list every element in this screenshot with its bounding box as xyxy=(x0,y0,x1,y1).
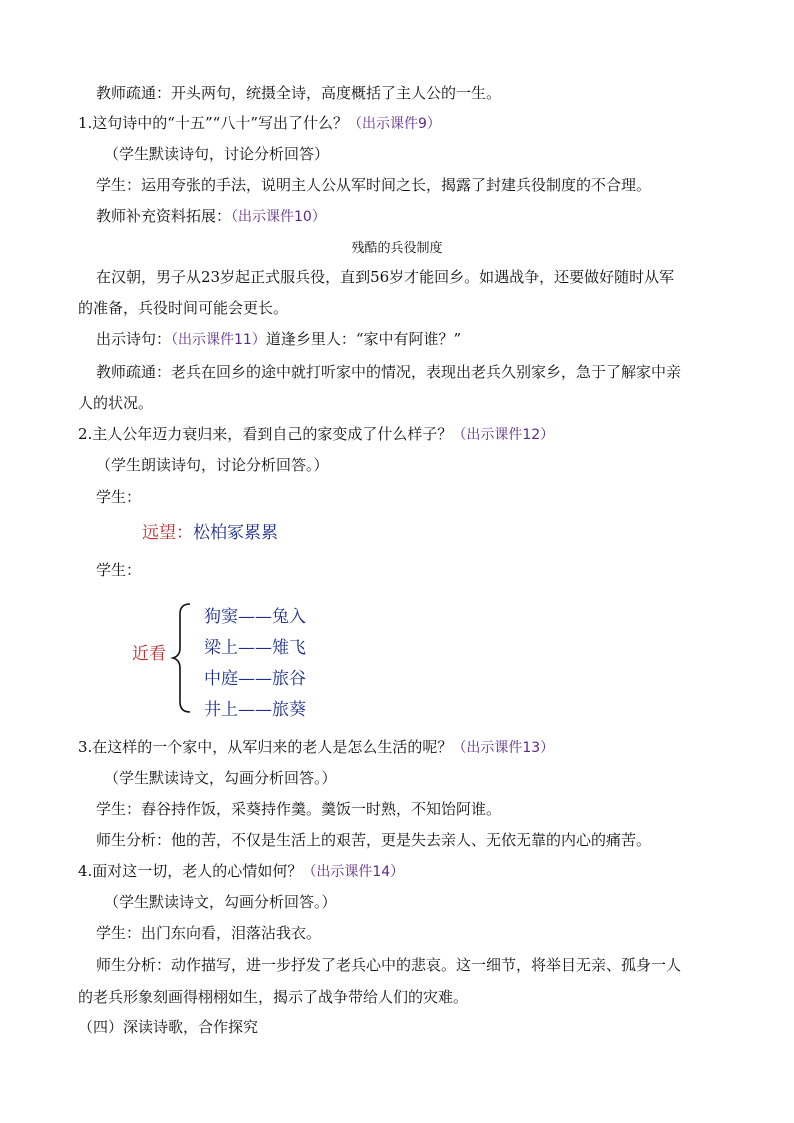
teacher-explain-1: 教师疏通：开头两句，统摄全诗，高度概括了主人公的一生。 xyxy=(96,84,502,102)
poem-quote: 道逢乡里人：“家中有阿谁？” xyxy=(265,330,462,348)
box-title: 残酷的兵役制度 xyxy=(351,241,443,256)
far-view xyxy=(142,521,278,545)
question-2 xyxy=(78,423,554,446)
courseware-ref-12: （出示课件12） xyxy=(452,427,555,443)
far-view-label: 远望： xyxy=(142,523,193,543)
box-paragraph-line-2: 的准备，兵役时间可能会更长。 xyxy=(78,299,289,317)
teacher-supplement-text: 教师补充资料拓展： xyxy=(96,207,232,225)
student-label-2: 学生： xyxy=(96,561,142,579)
question-1-text: 1.这句诗中的“十五”“八十”写出了什么？ xyxy=(78,114,348,132)
student-instruction-3: （学生默读诗文，勾画分析回答。） xyxy=(104,769,337,787)
student-answer-1: 学生：运用夸张的手法，说明主人公从军时间之长，揭露了封建兵役制度的不合理。 xyxy=(96,176,652,194)
question-4 xyxy=(78,860,404,883)
question-1 xyxy=(78,112,441,135)
section-heading-4: （四）深读诗歌，合作探究 xyxy=(78,1018,259,1036)
near-view-list xyxy=(204,602,306,726)
analysis-2-line-2: 的老兵形象刻画得栩栩如生，揭示了战争带给人们的灾难。 xyxy=(78,988,469,1006)
near-view-label: 近看 xyxy=(132,644,166,664)
courseware-ref-9: （出示课件9） xyxy=(348,116,441,132)
student-instruction-4: （学生默读诗文，勾画分析回答。） xyxy=(104,893,337,911)
courseware-ref-10: （出示课件10） xyxy=(231,209,326,225)
box-paragraph-line-1: 在汉朝，男子从23岁起正式服兵役，直到56岁才能回乡。如遇战争，还要做好随时从军 xyxy=(96,268,675,286)
far-view-text: 松柏冢累累 xyxy=(193,523,278,543)
near-view-item: 梁上——雉飞 xyxy=(204,638,306,658)
teacher-explain-2-line-2: 人的状况。 xyxy=(78,394,154,412)
teacher-explain-2-line-1: 教师疏通：老兵在回乡的途中就打听家中的情况，表现出老兵久别家乡，急于了解家中亲 xyxy=(96,363,682,381)
student-answer-4: 学生：出门东向看，泪落沾我衣。 xyxy=(96,924,322,942)
curly-brace-icon xyxy=(170,602,192,714)
show-poem-line xyxy=(96,328,461,351)
student-instruction-2: （学生朗读诗句，讨论分析回答。） xyxy=(96,456,329,474)
near-view-item: 中庭——旅谷 xyxy=(204,669,306,689)
courseware-ref-14: （出示课件14） xyxy=(302,864,405,880)
analysis-2-line-1: 师生分析：动作描写，进一步抒发了老兵心中的悲哀。这一细节，将举目无亲、孤身一人 xyxy=(96,956,682,974)
near-view-item: 井上——旅葵 xyxy=(204,700,306,720)
show-poem-label: 出示诗句： xyxy=(96,330,172,348)
courseware-ref-11: （出示课件11） xyxy=(171,332,266,348)
student-label-1: 学生： xyxy=(96,488,142,506)
analysis-1: 师生分析：他的苦，不仅是生活上的艰苦，更是失去亲人、无依无靠的内心的痛苦。 xyxy=(96,831,652,849)
question-3 xyxy=(78,736,554,759)
student-instruction-1: （学生默读诗句，讨论分析回答） xyxy=(104,145,330,163)
student-answer-3: 学生：舂谷持作饭，采葵持作羹。羹饭一时熟，不知饴阿谁。 xyxy=(96,800,502,818)
question-2-text: 2.主人公年迈力衰归来，看到自己的家变成了什么样子？ xyxy=(78,425,453,443)
question-3-text: 3.在这样的一个家中，从军归来的老人是怎么生活的呢？ xyxy=(78,738,453,756)
near-view-item: 狗窦——兔入 xyxy=(204,607,306,627)
teacher-supplement xyxy=(96,205,326,228)
courseware-ref-13: （出示课件13） xyxy=(452,740,555,756)
question-4-text: 4.面对这一切，老人的心情如何？ xyxy=(78,862,303,880)
